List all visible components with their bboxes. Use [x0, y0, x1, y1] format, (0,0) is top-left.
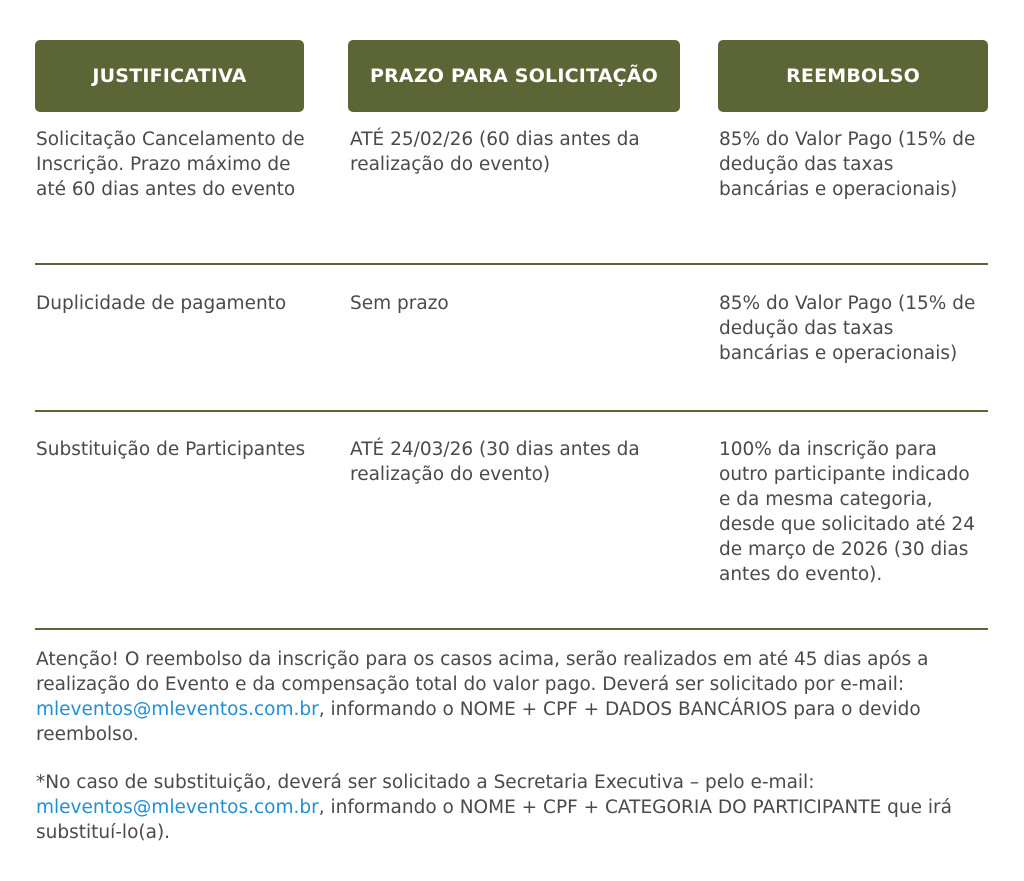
header-prazo-label: PRAZO PARA SOLICITAÇÃO — [369, 65, 659, 87]
attention-email-link[interactable]: mleventos@mleventos.com.br — [36, 699, 319, 720]
header-reembolso-label: REEMBOLSO — [786, 65, 920, 87]
substitution-note — [36, 770, 991, 845]
header-justificativa — [35, 40, 304, 112]
substitution-email-link[interactable]: mleventos@mleventos.com.br — [36, 797, 319, 818]
header-reembolso — [718, 40, 988, 112]
row1-prazo: ATÉ 25/02/26 (60 dias antes da realização do evento) — [350, 129, 640, 175]
row3-prazo: ATÉ 24/03/26 (30 dias antes da realização do evento) — [350, 439, 640, 485]
attention-text-start: Atenção! O reembolso da inscrição para os casos acima, serão realizados em até 45 dias após a realização do Evento e da compensação total do valor pago. Deverá ser solicitado por e-mail: — [36, 649, 929, 695]
header-justificativa-label: JUSTIFICATIVA — [92, 65, 247, 87]
row3-reembolso: 100% da inscrição para outro participante indicado e da mesma categoria, desde que solicitado até 24 de março de 2026 (30 dias antes do evento). — [719, 439, 975, 585]
row1-justificativa: Solicitação Cancelamento de Inscrição. Prazo máximo de até 60 dias antes do evento — [36, 129, 305, 200]
row-divider — [35, 263, 988, 265]
substitution-text-end: , informando o NOME + CPF + CATEGORIA DO PARTICIPANTE que irá substituí-lo(a). — [36, 797, 952, 843]
row-divider — [35, 410, 988, 412]
row2-justificativa: Duplicidade de pagamento — [36, 293, 287, 314]
row3-justificativa: Substituição de Participantes — [36, 439, 306, 460]
row2-reembolso: 85% do Valor Pago (15% de dedução das taxas bancárias e operacionais) — [719, 293, 976, 364]
attention-text-end: , informando o NOME + CPF + DADOS BANCÁRIOS para o devido reembolso. — [36, 699, 921, 745]
row1-reembolso: 85% do Valor Pago (15% de dedução das taxas bancárias e operacionais) — [719, 129, 976, 200]
substitution-text-start: *No caso de substituição, deverá ser solicitado a Secretaria Executiva – pelo e-mail: — [36, 772, 815, 793]
row-divider — [35, 628, 988, 630]
row2-prazo: Sem prazo — [350, 293, 449, 314]
attention-note — [36, 647, 991, 747]
header-prazo — [348, 40, 680, 112]
